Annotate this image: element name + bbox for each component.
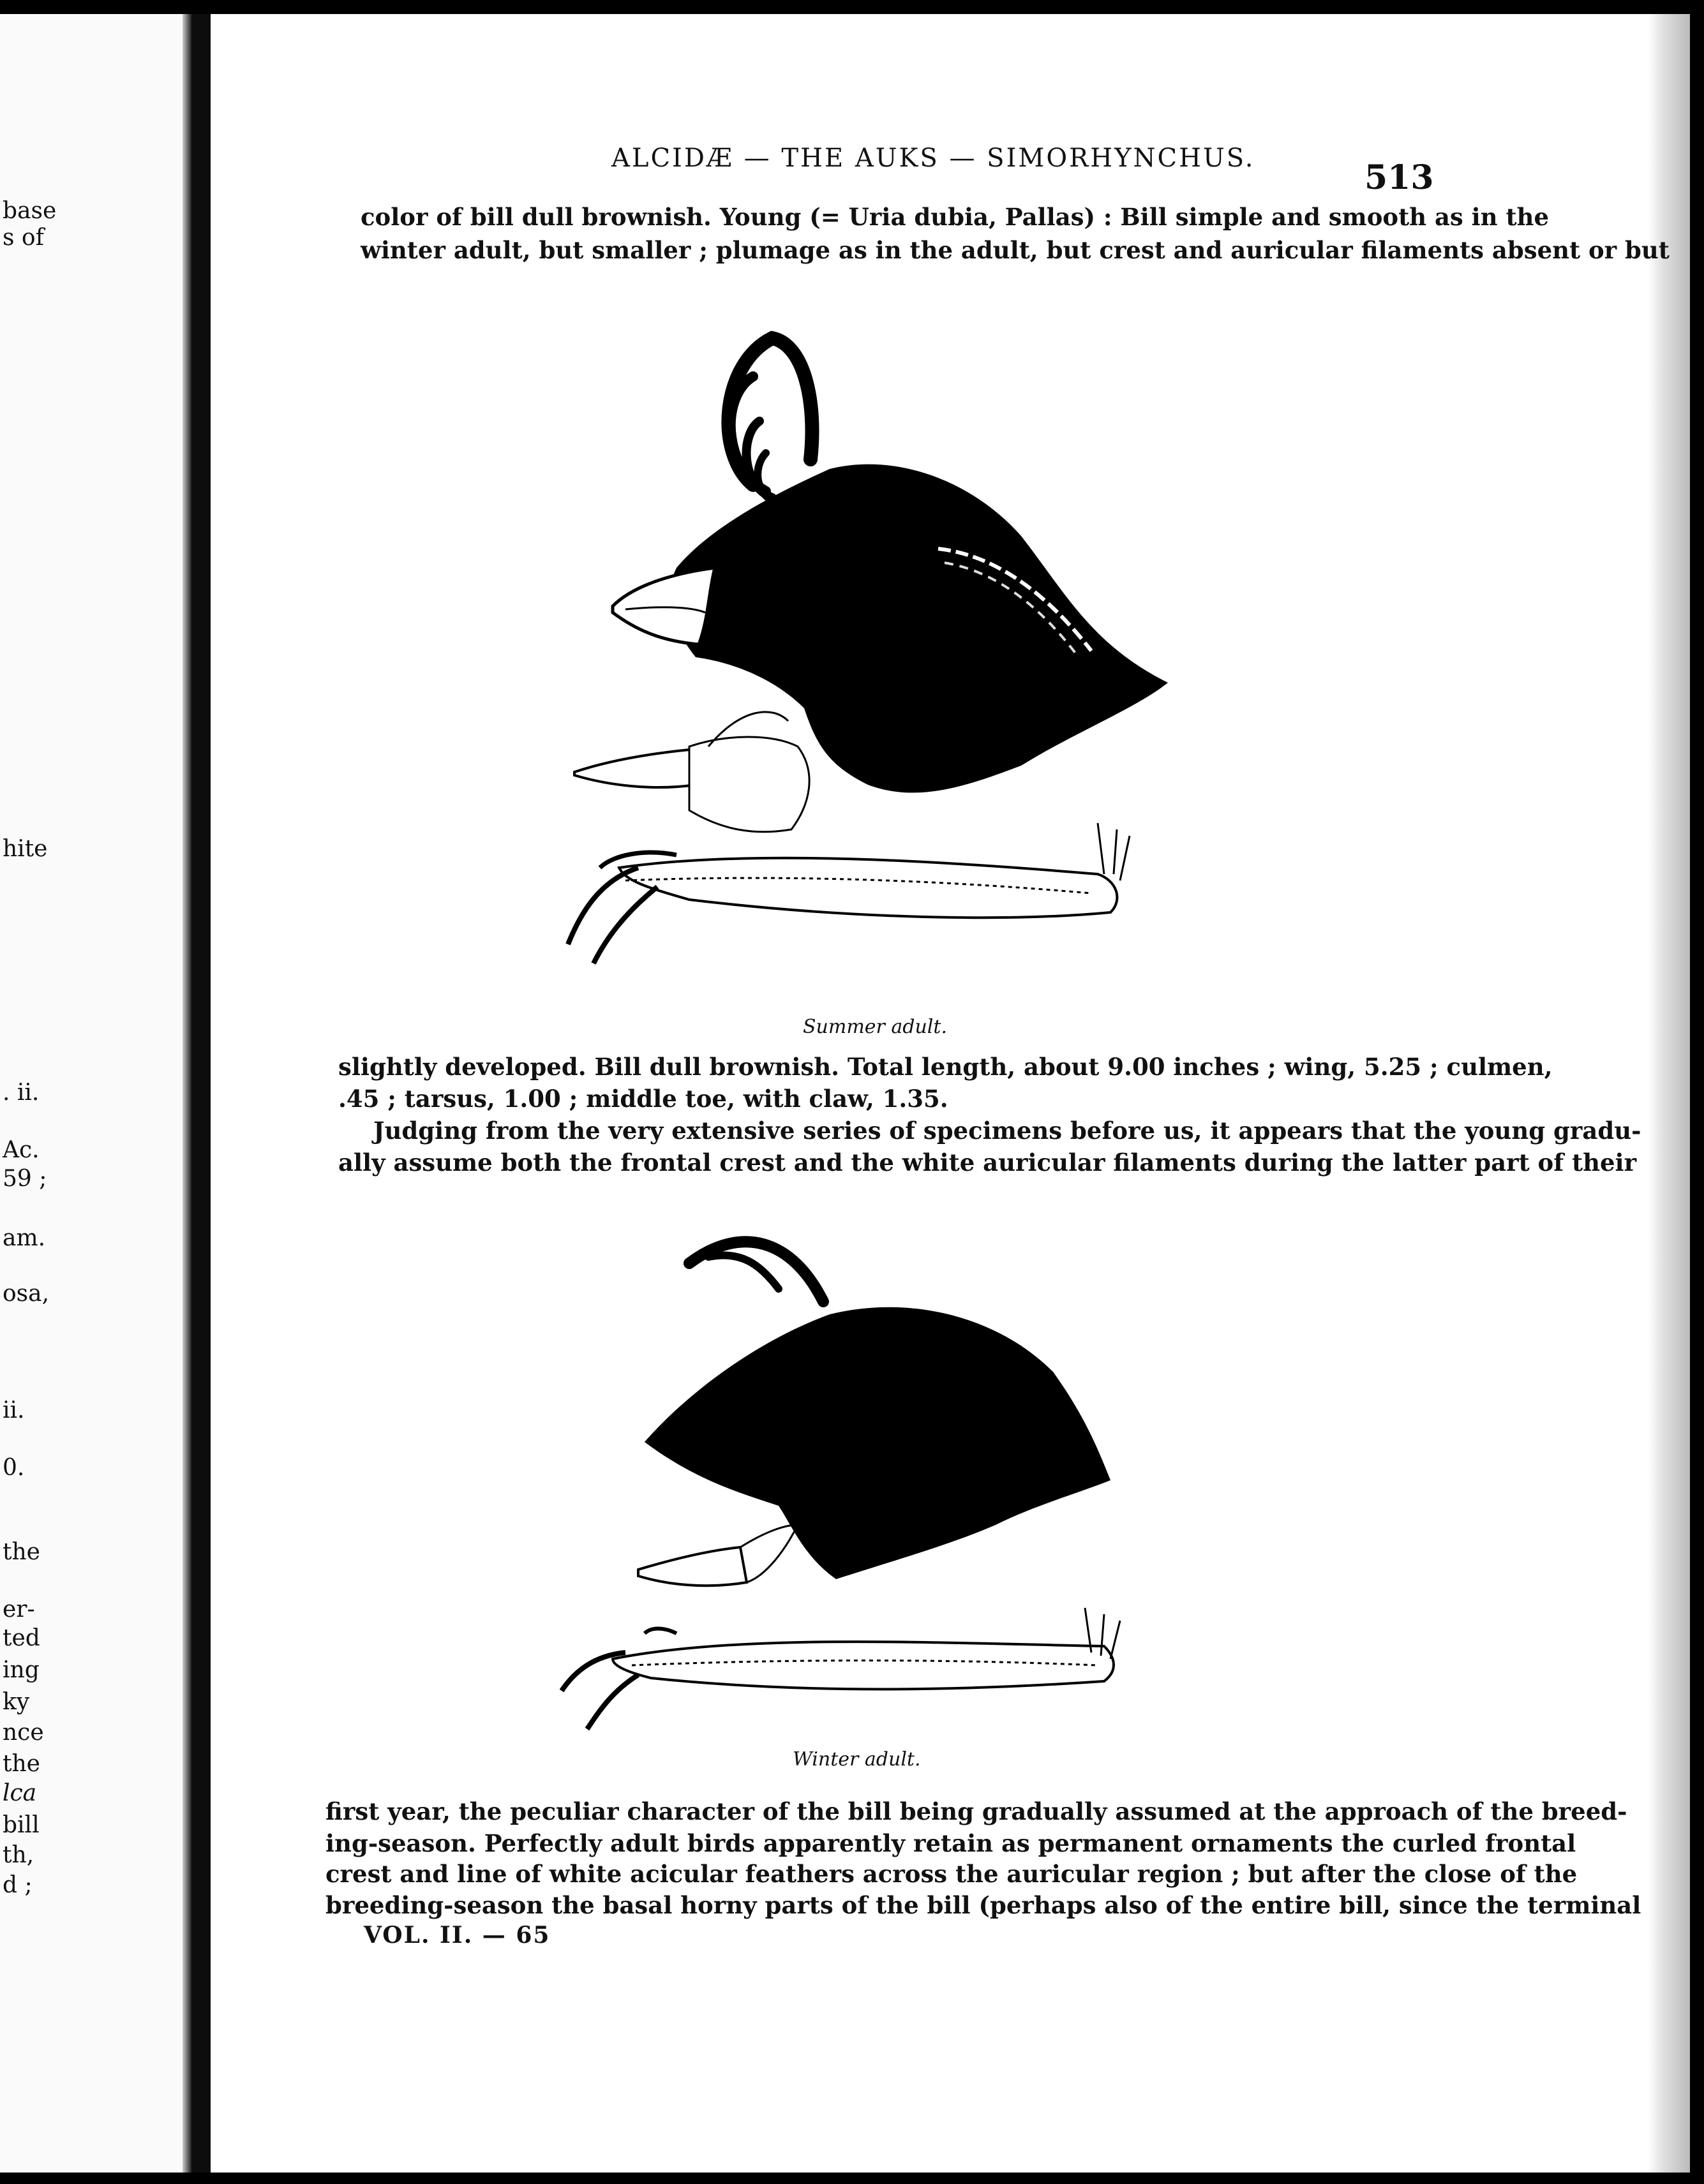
text-line: Judging from the very extensive series of specimens before us, it appears that the young gradu- [373,1117,1641,1145]
winter-head-silhouette [645,1307,1110,1579]
left-fragment: the [3,1751,40,1777]
winter-adult-illustration [549,1225,1174,1748]
page-number: 513 [1364,158,1434,197]
text-line: ing-season. Perfectly adult birds apparently retain as permanent ornaments the curled frontal [325,1829,1576,1857]
summer-adult-illustration [562,325,1200,1027]
text-line: slightly developed. Bill dull brownish. Total length, about 9.00 inches ; wing, 5.25 ; culmen, [338,1053,1553,1081]
winter-bill [638,1547,747,1586]
winter-crest [689,1242,823,1302]
left-fragment: osa, [3,1281,50,1307]
left-fragment: th, [3,1842,34,1868]
left-fragment: am. [3,1225,46,1251]
left-fragment: . ii. [3,1080,40,1106]
text-line: crest and line of white acicular feathers across the auricular region ; but after the close of the [325,1860,1578,1888]
left-fragment: ing [3,1657,40,1683]
right-page-edge [1648,0,1690,2184]
left-fragment: lca [3,1780,37,1806]
left-fragment: er- [3,1596,35,1623]
volume-signature: VOL. II. — 65 [364,1922,551,1949]
left-page-edge [0,14,183,2173]
left-fragment: base [3,198,57,224]
text-line: winter adult, but smaller ; plumage as in the adult, but crest and auricular filaments absent or but [361,236,1670,264]
scan-border-right [1690,0,1704,2184]
left-fragment: ted [3,1625,40,1651]
scan-border-top [0,0,1704,14]
book-gutter [191,0,211,2184]
left-fragment: the [3,1539,40,1565]
running-header: ALCIDÆ — THE AUKS — SIMORHYNCHUS. [611,144,1255,173]
text-line: breeding-season the basal horny parts of the bill (perhaps also of the entire bill, since the terminal [325,1891,1641,1919]
gutter-shadow [183,0,191,2184]
left-fragment: hite [3,836,48,862]
left-fragment: bill [3,1812,40,1838]
left-fragment: 0. [3,1455,25,1481]
winter-foot [562,1608,1120,1729]
left-fragment: d ; [3,1872,33,1898]
left-fragment: ky [3,1689,30,1715]
text-line: color of bill dull brownish. Young (= Uria dubia, Pallas) : Bill simple and smooth as in the [361,203,1549,231]
scan-border-bottom [0,2173,1704,2184]
summer-foot [568,823,1130,963]
left-fragment: nce [3,1720,44,1746]
summer-bill [613,568,715,644]
left-fragment: 59 ; [3,1166,47,1192]
summer-adult-caption: Summer adult. [803,1016,947,1038]
summer-bill-detail [574,750,696,787]
left-fragment: s of [3,225,44,251]
winter-adult-caption: Winter adult. [793,1748,921,1771]
text-line: .45 ; tarsus, 1.00 ; middle toe, with claw, 1.35. [338,1085,948,1113]
text-line: ally assume both the frontal crest and the white auricular filaments during the latter part of their [338,1148,1637,1177]
left-fragment: Ac. [3,1137,40,1163]
left-fragment: ii. [3,1397,25,1423]
text-line: first year, the peculiar character of the bill being gradually assumed at the approach of the breed- [325,1797,1627,1825]
frontal-crest [728,338,812,504]
